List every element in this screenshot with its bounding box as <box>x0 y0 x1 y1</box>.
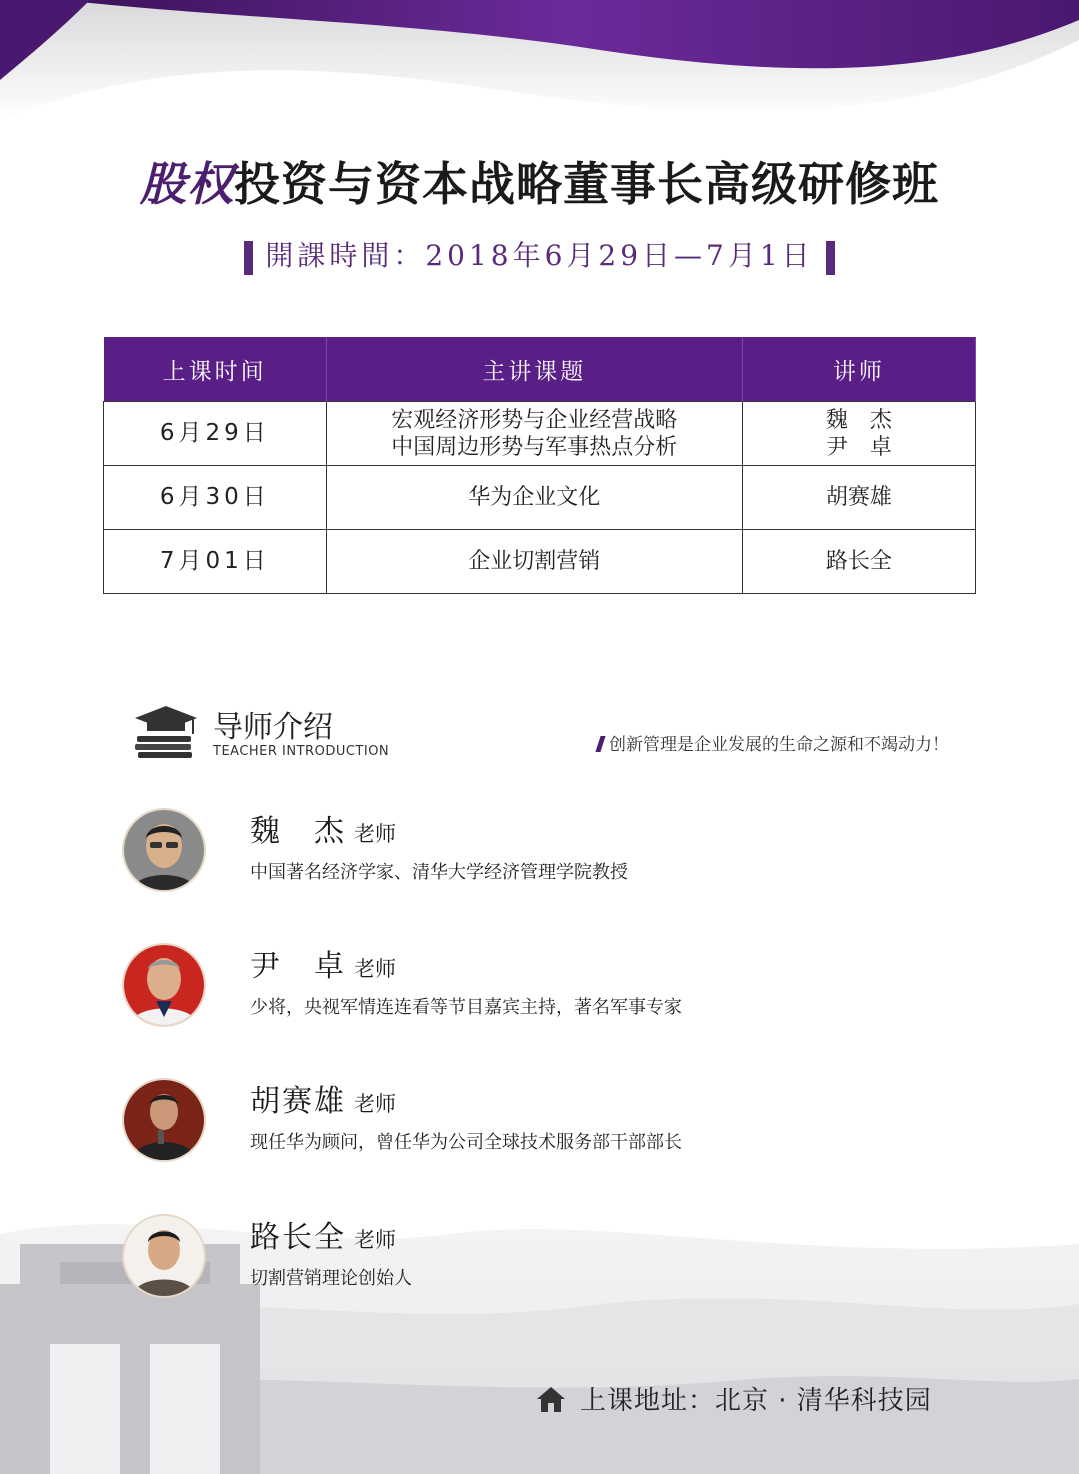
teacher-intro-header <box>133 700 953 770</box>
teacher-suffix: 老师 <box>354 1228 396 1252</box>
table-row <box>104 530 976 594</box>
header-time: 上课时间 <box>104 337 327 402</box>
graduation-cap-books-icon <box>133 704 199 760</box>
address-text: 上课地址：北京 · 清华科技园 <box>580 1386 932 1416</box>
course-date <box>0 234 1079 275</box>
section-subtitle: TEACHER INTRODUCTION <box>213 744 390 759</box>
title-main: 投资与资本战略董事长高级研修班 <box>234 157 939 211</box>
header-topic: 主讲课题 <box>326 337 742 402</box>
row-date: 6月30日 <box>104 466 327 530</box>
avatar <box>122 1078 206 1162</box>
teacher-item <box>122 1214 922 1304</box>
home-icon <box>536 1385 566 1413</box>
avatar <box>122 1214 206 1298</box>
teacher-desc: 现任华为顾问，曾任华为公司全球技术服务部干部部长 <box>250 1132 682 1153</box>
teacher-name <box>250 941 396 985</box>
teacher-desc: 切割营销理论创始人 <box>250 1268 412 1289</box>
row-date: 7月01日 <box>104 530 327 594</box>
top-wave-decoration <box>0 0 1079 140</box>
teacher-name-text: 路长全 <box>250 1220 346 1255</box>
left-bracket <box>244 241 253 275</box>
title-accent: 股权 <box>140 157 234 211</box>
slash-mark <box>595 736 605 752</box>
topic-line: 中国周边形势与军事热点分析 <box>391 434 678 460</box>
slogan-text: 创新管理是企业发展的生命之源和不竭动力！ <box>609 735 949 755</box>
header-lecturer: 讲师 <box>742 337 975 402</box>
row-topic <box>326 402 742 466</box>
schedule-header-row <box>104 337 976 402</box>
topic-line: 宏观经济形势与企业经营战略 <box>391 407 678 433</box>
slogan <box>598 730 949 755</box>
table-row <box>104 402 976 466</box>
right-bracket <box>826 241 835 275</box>
lecturer-line: 尹 卓 <box>825 434 892 460</box>
teacher-suffix: 老师 <box>354 822 396 846</box>
teacher-item <box>122 1078 922 1168</box>
avatar <box>122 808 206 892</box>
teacher-suffix: 老师 <box>354 1092 396 1116</box>
lecturer-line: 魏 杰 <box>825 407 892 433</box>
table-row <box>104 466 976 530</box>
teacher-name <box>250 1076 396 1120</box>
teacher-item <box>122 808 922 898</box>
row-lecturer: 胡赛雄 <box>742 466 975 530</box>
row-topic: 华为企业文化 <box>326 466 742 530</box>
teacher-name-text: 胡赛雄 <box>250 1084 346 1119</box>
teacher-name-text: 尹 卓 <box>250 949 346 984</box>
teacher-desc: 少将，央视军情连连看等节目嘉宾主持，著名军事专家 <box>250 997 682 1018</box>
address <box>536 1380 932 1417</box>
row-date: 6月29日 <box>104 402 327 466</box>
row-lecturer: 路长全 <box>742 530 975 594</box>
section-title: 导师介绍 <box>213 710 333 745</box>
teacher-name <box>250 1212 396 1256</box>
date-label: 開課時間：2018年6月29日—7月1日 <box>265 239 814 272</box>
teacher-suffix: 老师 <box>354 957 396 981</box>
row-topic: 企业切割营销 <box>326 530 742 594</box>
page-title <box>0 148 1079 214</box>
avatar <box>122 943 206 1027</box>
row-lecturer <box>742 402 975 466</box>
schedule-table <box>103 337 976 594</box>
teacher-name-text: 魏 杰 <box>250 814 346 849</box>
teacher-item <box>122 943 922 1033</box>
teacher-name <box>250 806 396 850</box>
teacher-desc: 中国著名经济学家、清华大学经济管理学院教授 <box>250 862 628 883</box>
